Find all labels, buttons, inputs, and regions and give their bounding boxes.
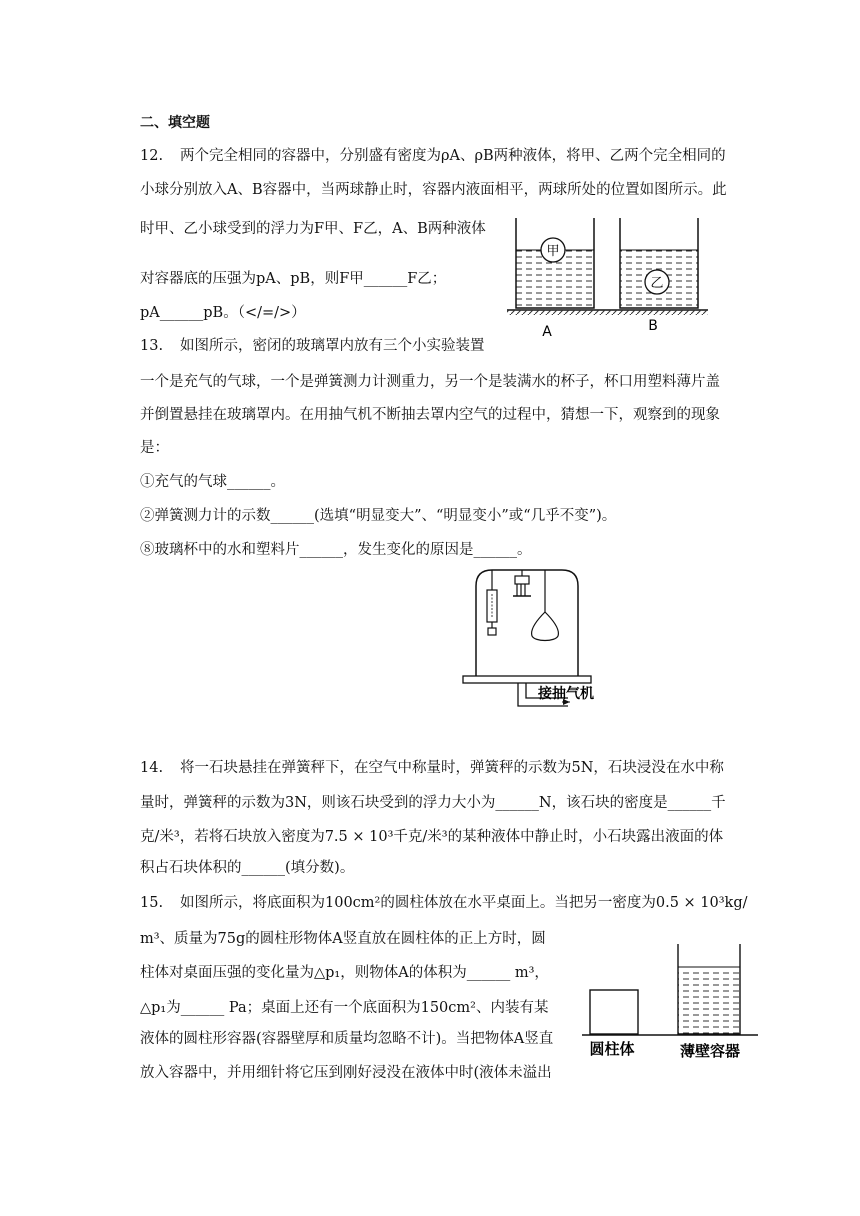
q12-number: 12. [140,148,164,164]
q14-number: 14. [140,760,164,776]
section-title: 二、填空题 [140,115,210,131]
q13-line-7: ⑧玻璃杯中的水和塑料片______，发生变化的原因是______。 [140,542,532,558]
label-b: B [648,318,658,334]
bell-jar [476,570,578,676]
q15-line-2: m³、质量为75g的圆柱形物体A竖直放在圆柱体的正上方时，圆 [140,931,546,947]
q13-figure [460,564,620,716]
q15-line-4: △p₁为______ Pa；桌面上还有一个底面积为150cm²、内装有某 [140,1000,549,1016]
q15-line-3: 柱体对桌面压强的变化量为△p₁，则物体A的体积为______ m³， [140,965,549,981]
q14-line-4: 积占石块体积的______(填分数)。 [140,860,355,876]
base-plate [463,676,591,683]
q13-line-3: 并倒置悬挂在玻璃罩内。在用抽气机不断抽去罩内空气的过程中，猜想一下，观察到的现象 [140,407,720,423]
container-liquid [678,967,740,1034]
cylinder [590,990,638,1034]
q13-line-4: 是： [140,440,169,456]
q12-line-4: 对容器底的压强为pA、pB，则F甲______F乙； [140,271,447,287]
label-container: 薄壁容器 [679,1042,741,1060]
q12-line-5: pA______pB。（</=/>） [140,305,306,321]
q13-line-1 [140,336,485,356]
q14-line-1 [140,758,724,778]
q13-number: 13. [140,338,164,354]
q15-text: 如图所示，将底面积为100cm²的圆柱体放在水平桌面上。当把另一密度为0.5 × 10³kg/ [180,895,748,911]
q14-line-2: 量时，弹簧秤的示数为3N，则该石块受到的浮力大小为______N，该石块的密度是______千 [140,795,726,811]
q14-text: 将一石块悬挂在弹簧秤下，在空气中称量时，弹簧秤的示数为5N，石块浸没在水中称 [180,760,724,776]
q13-line-2: 一个是充气的气球，一个是弹簧测力计测重力，另一个是装满水的杯子，杯口用塑料薄片盖 [140,374,720,390]
q12-line-3: 时甲、乙小球受到的浮力为F甲、F乙，A、B两种液体 [140,221,486,237]
q13-line-5: ①充气的气球______。 [140,474,285,490]
pump-label: 接抽气机 [538,686,594,702]
ball-yi-label: 乙 [650,276,664,291]
q12-line-2: 小球分别放入A、B容器中，当两球静止时，容器内液面相平，两球所处的位置如图所示。此 [140,182,727,198]
ball-jia-label: 甲 [546,244,560,259]
label-a: A [542,324,552,340]
label-cylinder: 圆柱体 [589,1040,635,1058]
q15-line-1 [140,893,748,913]
q14-line-3: 克/米³，若将石块放入密度为7.5 × 10³千克/米³的某种液体中静止时，小石块露出液面的体 [140,829,724,845]
q13-line-6: ②弹簧测力计的示数______(选填“明显变大”、“明显变小”或“几乎不变”)。 [140,508,617,524]
q15-line-5: 液体的圆柱形容器(容器壁厚和质量均忽略不计)。当把物体A竖直 [140,1031,554,1047]
q12-line-1 [140,146,726,166]
inverted-cup [515,576,529,584]
q12-figure [505,212,715,340]
balloon [532,612,559,641]
q15-figure [582,940,760,1062]
q15-number: 15. [140,895,164,911]
q15-line-6: 放入容器中，并用细针将它压到刚好浸没在液体中时(液体未溢出 [140,1065,552,1081]
hanging-weight [488,628,496,635]
q13-text: 如图所示，密闭的玻璃罩内放有三个小实验装置 [180,338,485,354]
q12-text: 两个完全相同的容器中，分别盛有密度为ρA、ρB两种液体，将甲、乙两个完全相同的 [180,148,726,164]
